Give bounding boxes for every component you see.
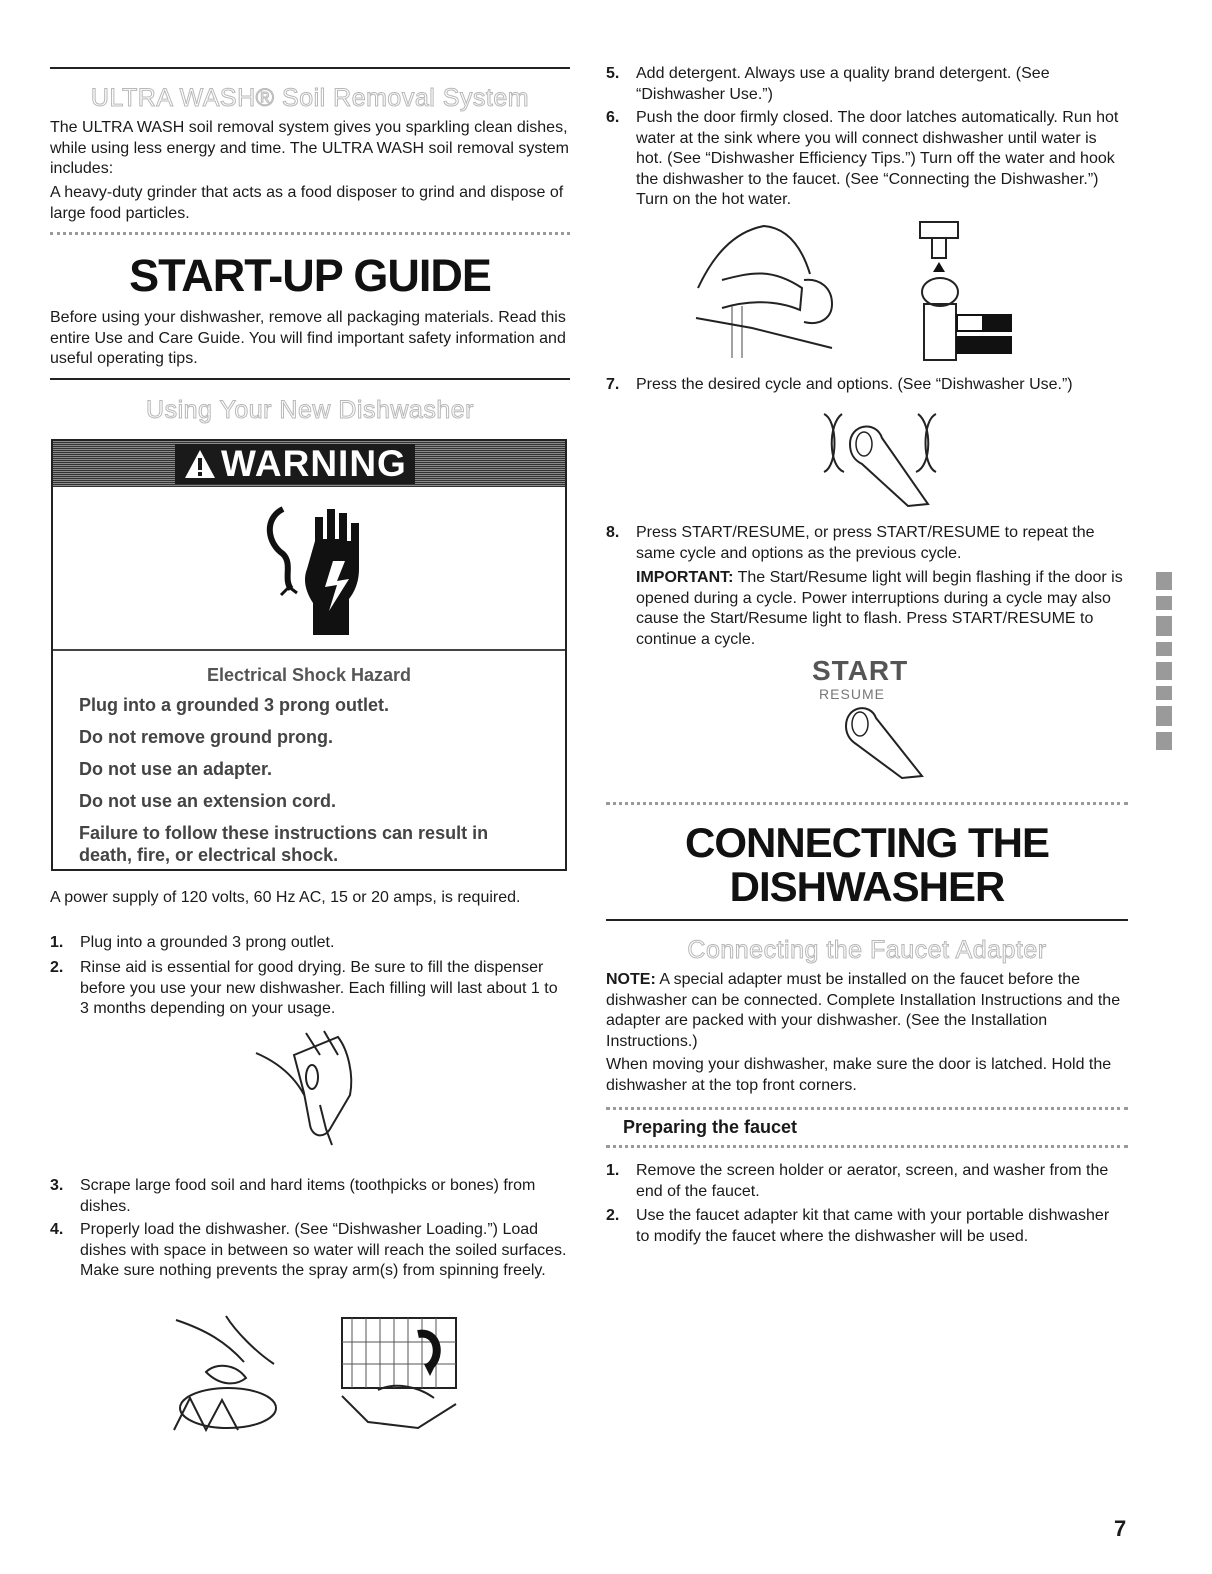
warning-box [51, 439, 567, 871]
hazard-line-1: Plug into a grounded 3 prong outlet. [79, 695, 389, 715]
step-7 [606, 375, 1146, 396]
step-text: Rinse aid is essential for good drying. Be sure to fill the dispenser before you use your new dishwasher. Each filling will last about 1 to 3 months depending on your usage. [80, 959, 558, 1017]
step-number: 3. [50, 1177, 64, 1194]
note-label: NOTE: [606, 971, 656, 988]
alert-triangle-icon [183, 448, 217, 480]
hazard-line-5: Failure to follow these instructions can result in death, fire, or electrical shock. [79, 823, 489, 865]
top-rule-left [50, 67, 570, 69]
hazard-section [53, 649, 565, 869]
step-text: Push the door firmly closed. The door latches automatically. Run hot water at the sink where you will connect dishwasher until water is hot. (See “Dishwasher Efficiency Tips.”) Turn off the water and hook the dishwasher to the faucet. (See “Connecting the Dishwasher.”) Turn on the hot water. [636, 109, 1119, 208]
section-heading-ultra-wash: ULTRA WASH® Soil Removal System [90, 84, 530, 112]
rinse-aid-bottle-illustration [254, 1025, 364, 1155]
step-number: 4. [50, 1221, 64, 1238]
start-resume-button-diagram [812, 655, 909, 702]
startup-guide-title: START-UP GUIDE [129, 250, 491, 301]
important-text: The Start/Resume light will begin flashing if the door is opened during a cycle. Power interruptions during a cycle may also cause the Start/Resume light to flash. Press START/RESUME to continue a cycle. [636, 569, 1123, 648]
step-8 [606, 523, 1126, 565]
step-5 [606, 64, 1126, 106]
step-number: 2. [50, 959, 64, 976]
loading-dishwasher-illustration [338, 1312, 462, 1434]
section-heading-faucet-adapter: Connecting the Faucet Adapter [687, 936, 1047, 964]
finger-press-icon [836, 700, 926, 780]
startup-intro: Before using your dishwasher, remove all packaging materials. Read this entire Use and Care Guide. You will find important safety information and useful operating tips. [50, 309, 566, 367]
important-note [636, 568, 1128, 650]
rule-faucet-adapter [606, 919, 1128, 921]
hazard-line-4: Do not use an extension cord. [79, 791, 337, 811]
warning-banner [53, 441, 565, 487]
step-text: Remove the screen holder or aerator, screen, and washer from the end of the faucet. [636, 1162, 1109, 1200]
important-label: IMPORTANT: [636, 569, 734, 586]
step-6 [606, 108, 1126, 212]
scraping-dishes-illustration [166, 1312, 280, 1434]
electric-shock-hand-icon [253, 499, 393, 639]
ultra-wash-paragraph-1: The ULTRA WASH soil removal system gives you sparkling clean dishes, while using less energy and time. The ULTRA WASH soil removal system includes: [50, 119, 570, 177]
dotted-rule-preparing-top [606, 1107, 1128, 1110]
step-number: 1. [50, 934, 64, 951]
step-text: Use the faucet adapter kit that came with your portable dishwasher to modify the faucet where the dishwasher will be used. [636, 1207, 1110, 1245]
moving-paragraph: When moving your dishwasher, make sure the door is latched. Hold the dishwasher at the top front corners. [606, 1056, 1112, 1094]
section-heading-using: Using Your New Dishwasher [146, 396, 474, 424]
ultra-wash-paragraph-2: A heavy-duty grinder that acts as a food disposer to grind and dispose of large food particles. [50, 184, 564, 222]
step-text: Add detergent. Always use a quality brand detergent. (See “Dishwasher Use.”) [636, 65, 1050, 103]
step-text: Scrape large food soil and hard items (toothpicks or bones) from dishes. [80, 1177, 536, 1215]
dotted-rule-preparing-bottom [606, 1145, 1128, 1148]
dotted-divider-right [606, 802, 1128, 805]
step-number: 6. [606, 109, 620, 126]
note-text: A special adapter must be installed on the faucet before the dishwasher can be connected. Complete Installation Instructions and the adapter are packed with your dishwasher. (See the Installation Instructions.) [606, 971, 1121, 1050]
page-number: 7 [1114, 1516, 1127, 1541]
step-2 [50, 958, 570, 1020]
step-number: 2. [606, 1207, 620, 1224]
preparing-faucet-heading: Preparing the faucet [623, 1117, 798, 1137]
step-number: 1. [606, 1162, 620, 1179]
hazard-title: Electrical Shock Hazard [206, 665, 412, 685]
step-number: 5. [606, 65, 620, 82]
prep-step-2 [606, 1206, 1126, 1268]
power-requirement: A power supply of 120 volts, 60 Hz AC, 15 or 20 amps, is required. [50, 889, 521, 906]
prep-step-1 [606, 1161, 1126, 1203]
resume-label: RESUME [819, 686, 885, 702]
language-side-tab [1154, 568, 1174, 754]
note-paragraph [606, 970, 1128, 1052]
step-3 [50, 1176, 570, 1218]
step-number: 8. [606, 524, 620, 541]
warning-label-block [175, 444, 415, 484]
start-label: START [812, 655, 909, 686]
step-text: Press START/RESUME, or press START/RESUME to repeat the same cycle and options as the previous cycle. [636, 524, 1095, 562]
step-text: Press the desired cycle and options. (See “Dishwasher Use.”) [636, 376, 1073, 393]
pressing-button-illustration [820, 410, 940, 510]
dotted-divider [50, 232, 570, 235]
hazard-line-3: Do not use an adapter. [79, 759, 273, 779]
faucet-connection-illustration [692, 218, 1022, 368]
connecting-title-line-1: CONNECTING THE [685, 819, 1049, 866]
warning-word: WARNING [221, 443, 407, 484]
connecting-title-line-2: DISHWASHER [729, 863, 1005, 910]
step-text: Plug into a grounded 3 prong outlet. [80, 934, 335, 951]
step-number: 7. [606, 376, 620, 393]
rule-using-dishwasher [50, 378, 570, 380]
step-text: Properly load the dishwasher. (See “Dishwasher Loading.”) Load dishes with space in between so water will reach the soiled surfaces. Make sure nothing prevents the spray arm(s) from spinning freely. [80, 1221, 567, 1279]
step-4 [50, 1220, 570, 1302]
hazard-line-2: Do not remove ground prong. [79, 727, 333, 747]
step-1 [50, 933, 570, 954]
